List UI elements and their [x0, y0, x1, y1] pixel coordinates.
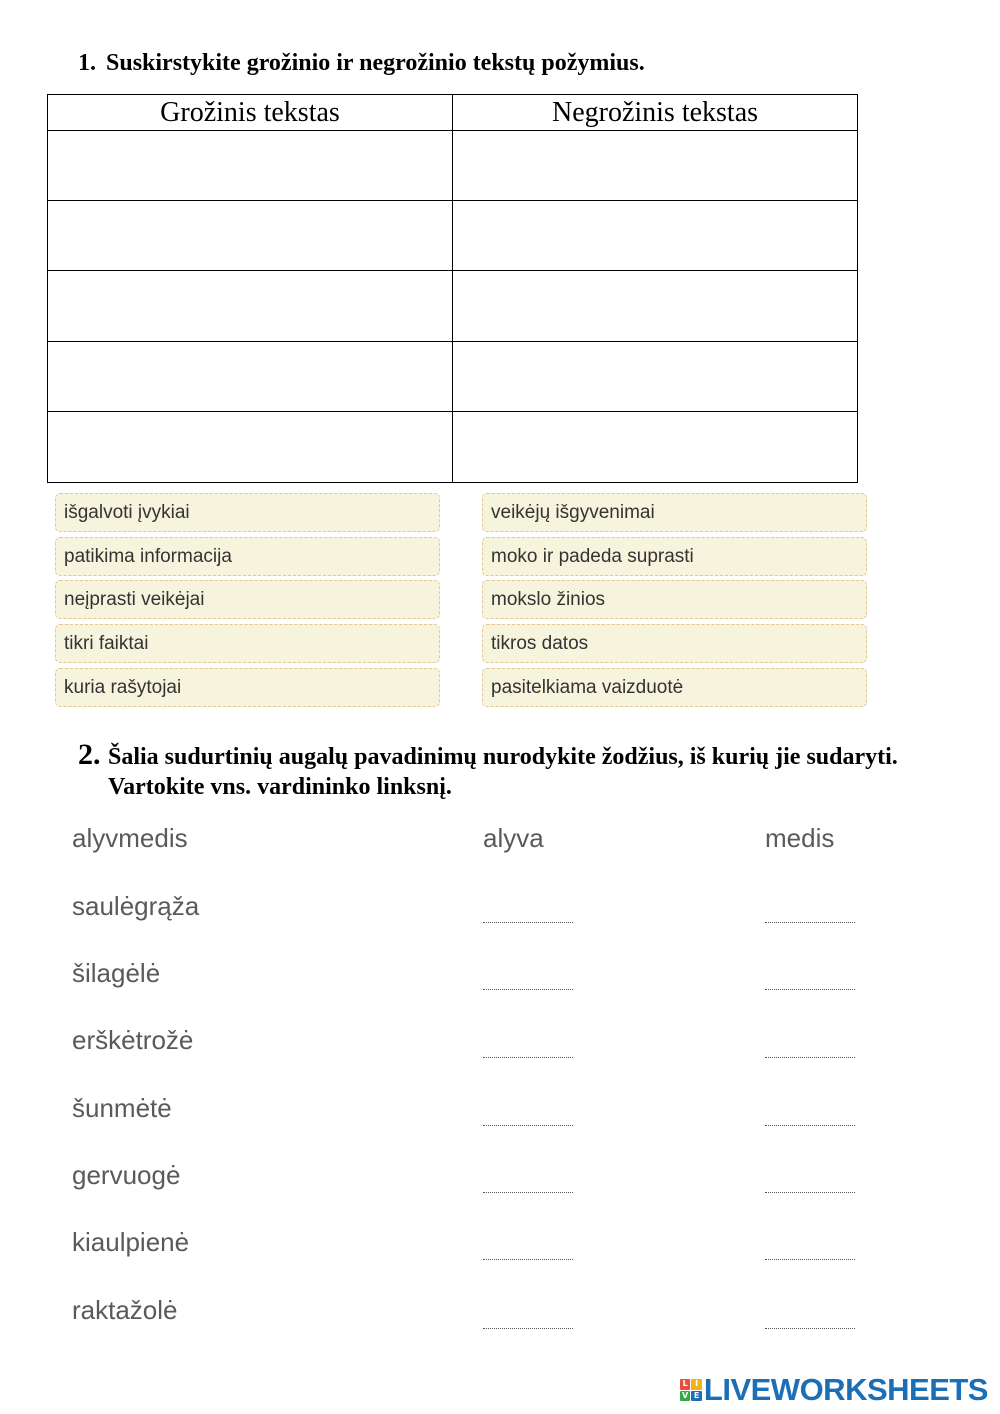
task-2-number: 2. — [78, 738, 101, 771]
task-1-title — [78, 48, 645, 78]
plant-word: gervuogė — [72, 1160, 181, 1190]
drag-chip[interactable]: patikima informacija — [55, 537, 440, 576]
drag-chip[interactable]: tikri faiktai — [55, 624, 440, 663]
sorting-table — [47, 94, 858, 483]
answer-field-part-1[interactable] — [483, 976, 573, 990]
answer-field-part-2[interactable] — [765, 1179, 855, 1193]
logo-letter: L — [680, 1379, 691, 1390]
task-1-number: 1. — [78, 50, 96, 76]
drag-chip[interactable]: veikėjų išgyvenimai — [482, 493, 867, 532]
drop-zone-negrozinis-5[interactable] — [453, 412, 857, 482]
drag-chip[interactable]: neįprasti veikėjai — [55, 580, 440, 619]
plant-word: kiaulpienė — [72, 1227, 190, 1257]
task-1-text: Suskirstykite grožinio ir negrožinio tekstų požymius. — [106, 50, 645, 76]
drag-chip[interactable]: mokslo žinios — [482, 580, 867, 619]
logo-letter: I — [691, 1379, 702, 1390]
table-header-grozinis: Grožinis tekstas — [48, 95, 453, 131]
liveworksheets-logo — [680, 1373, 988, 1407]
plant-word: šunmėtė — [72, 1093, 172, 1123]
drop-zone-negrozinis-1[interactable] — [453, 131, 857, 201]
drop-zone-grozinis-3[interactable] — [48, 271, 453, 341]
drag-chip[interactable]: moko ir padeda suprasti — [482, 537, 867, 576]
plant-word: raktažolė — [72, 1295, 178, 1325]
drag-chip[interactable]: tikros datos — [482, 624, 867, 663]
answer-field-part-1[interactable] — [483, 909, 573, 923]
liveworksheets-icon — [680, 1379, 702, 1401]
plant-word-example: alyvmedis — [72, 823, 188, 853]
task-2-title — [78, 738, 938, 802]
drop-zone-negrozinis-3[interactable] — [453, 271, 857, 341]
answer-field-part-2[interactable] — [765, 1246, 855, 1260]
drop-zone-grozinis-1[interactable] — [48, 131, 453, 201]
answer-field-part-1[interactable] — [483, 1112, 573, 1126]
drop-zone-negrozinis-4[interactable] — [453, 342, 857, 412]
answer-field-part-1[interactable] — [483, 1179, 573, 1193]
drag-chip[interactable]: pasitelkiama vaizduotė — [482, 668, 867, 707]
drop-zone-negrozinis-2[interactable] — [453, 201, 857, 271]
answer-field-part-1[interactable] — [483, 1044, 573, 1058]
drag-chip[interactable]: kuria rašytojai — [55, 668, 440, 707]
plant-word: saulėgrąža — [72, 891, 200, 921]
answer-field-part-1[interactable] — [483, 1246, 573, 1260]
answer-field-part-2[interactable] — [765, 1315, 855, 1329]
plant-word: erškėtrožė — [72, 1025, 194, 1055]
answer-field-part-2[interactable] — [765, 1112, 855, 1126]
answer-field-part-2[interactable] — [765, 976, 855, 990]
logo-letter: E — [691, 1391, 702, 1402]
drop-zone-grozinis-4[interactable] — [48, 342, 453, 412]
drop-zone-grozinis-5[interactable] — [48, 412, 453, 482]
plant-word: šilagėlė — [72, 958, 161, 988]
table-header-negrozinis: Negrožinis tekstas — [453, 95, 857, 131]
logo-letter: V — [680, 1391, 691, 1402]
example-part-2: medis — [765, 823, 835, 853]
drag-chip[interactable]: išgalvoti įvykiai — [55, 493, 440, 532]
drop-zone-grozinis-2[interactable] — [48, 201, 453, 271]
liveworksheets-wordmark: LIVEWORKSHEETS — [703, 1372, 988, 1407]
example-part-1: alyva — [483, 823, 544, 853]
task-2-text: Šalia sudurtinių augalų pavadinimų nurodykite žodžius, iš kurių jie sudaryti. Vartokite vns. vardininko linksnį. — [108, 744, 898, 800]
answer-field-part-2[interactable] — [765, 909, 855, 923]
answer-field-part-1[interactable] — [483, 1315, 573, 1329]
answer-field-part-2[interactable] — [765, 1044, 855, 1058]
